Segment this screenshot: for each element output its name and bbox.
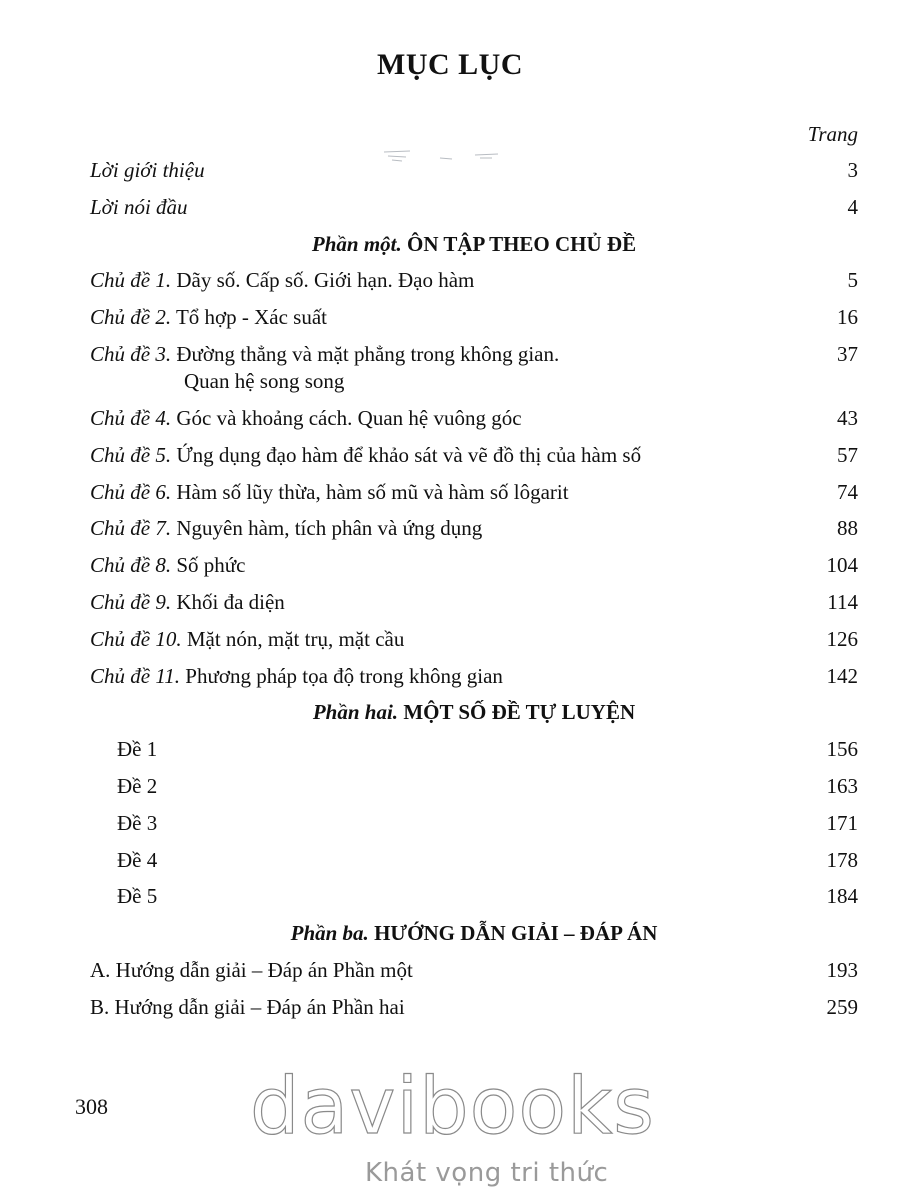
topic-label: Chủ đề 11. [90,663,181,688]
part-title: MỘT SỐ ĐỀ TỰ LUYỆN [403,700,636,725]
topic-label: Chủ đề 6. [90,479,172,504]
toc-page: 3 [847,158,858,182]
test-text: Đề 5 [117,884,158,909]
toc-row-test-2[interactable] [90,768,858,805]
toc-page: 88 [837,516,858,541]
topic-label: Chủ đề 4. [90,405,172,430]
toc-row-solutions-a[interactable] [90,952,858,989]
toc-row-topic-9[interactable] [90,584,858,621]
toc-page: 171 [826,810,858,835]
part2-heading [90,694,858,731]
solutions-text: A. Hướng dẫn giải – Đáp án Phần một [90,957,413,982]
topic-text: Nguyên hàm, tích phân và ứng dụng [176,516,483,541]
topic-text: Phương pháp tọa độ trong không gian [185,663,503,688]
toc-row-topic-1[interactable] [90,262,858,299]
test-text: Đề 4 [117,847,158,872]
topic-text: Tổ hợp - Xác suất [175,305,328,330]
toc-row-intro[interactable] [90,152,858,189]
toc-page: 43 [837,405,858,430]
toc-page: 114 [827,589,858,614]
page-title: MỤC LỤC [377,48,523,81]
watermark-logo [250,1062,655,1192]
page-number: 308 [75,1094,108,1119]
toc-page: 142 [826,663,858,688]
table-of-contents [90,152,858,1026]
part-prefix: Phần hai. [312,700,399,725]
toc-row-topic-5[interactable] [90,437,858,474]
toc-row-test-1[interactable] [90,731,858,768]
topic-text: Hàm số lũy thừa, hàm số mũ và hàm số lôgarit [176,479,569,504]
toc-row-test-4[interactable] [90,842,858,879]
topic-text: Đường thẳng và mặt phẳng trong không gian. [176,341,560,366]
part-title: HƯỚNG DẪN GIẢI – ĐÁP ÁN [374,921,658,946]
topic-text: Khối đa diện [176,589,285,614]
toc-row-topic-7[interactable] [90,510,858,547]
topic-label: Chủ đề 10. [90,626,182,651]
topic-text: Dãy số. Cấp số. Giới hạn. Đạo hàm [176,268,475,293]
toc-page: 37 [837,341,858,366]
toc-row-test-3[interactable] [90,805,858,842]
toc-row-topic-8[interactable] [90,547,858,584]
topic-label: Chủ đề 1. [90,268,172,293]
toc-page: 126 [826,626,858,651]
toc-page: 104 [826,553,858,578]
toc-page: 178 [826,847,858,872]
part-prefix: Phần ba. [290,921,369,946]
test-text: Đề 3 [117,810,158,835]
test-text: Đề 1 [117,737,158,762]
toc-row-topic-6[interactable] [90,474,858,511]
solutions-text: B. Hướng dẫn giải – Đáp án Phần hai [90,994,405,1019]
toc-page: 193 [826,957,858,982]
part-title: ÔN TẬP THEO CHỦ ĐỀ [407,231,637,256]
toc-page: 156 [826,737,858,762]
part3-heading [90,915,858,952]
topic-text: Số phức [176,553,246,578]
toc-page: 4 [847,194,858,219]
topic-label: Chủ đề 8. [90,553,172,578]
topic-label: Chủ đề 2. [90,305,172,330]
toc-label: Lời nói đầu [90,194,188,219]
toc-page: 259 [826,994,858,1019]
toc-row-topic-4[interactable] [90,400,858,437]
topic-label: Chủ đề 9. [90,589,172,614]
topic-text: Góc và khoảng cách. Quan hệ vuông góc [176,405,522,430]
toc-label: Lời giới thiệu [90,158,205,182]
toc-page: 16 [837,305,858,330]
test-text: Đề 2 [117,773,158,798]
topic-label: Chủ đề 3. [90,341,172,366]
toc-row-topic-3[interactable] [90,336,858,400]
topic-text: Mặt nón, mặt trụ, mặt cầu [186,626,405,651]
toc-row-topic-10[interactable] [90,621,858,658]
toc-row-test-5[interactable] [90,878,858,915]
toc-row-topic-11[interactable] [90,658,858,695]
toc-row-topic-2[interactable] [90,299,858,336]
topic-text: Ứng dụng đạo hàm để khảo sát và vẽ đồ thị của hàm số [176,442,642,467]
part-prefix: Phần một. [311,231,402,256]
watermark-slogan: Khát vọng tri thức [365,1158,609,1188]
toc-row-preface[interactable] [90,189,858,226]
toc-page: 74 [837,479,858,504]
page-column-header: Trang [807,122,858,146]
toc-page: 163 [826,773,858,798]
watermark-brand: davibooks [250,1062,655,1152]
toc-page: 184 [826,884,858,909]
topic-text-continued: Quan hệ song song [184,368,345,393]
toc-page: 57 [837,442,858,467]
toc-row-solutions-b[interactable] [90,989,858,1026]
toc-page: 5 [847,268,858,293]
topic-label: Chủ đề 5. [90,442,172,467]
part1-heading [90,226,858,263]
topic-label: Chủ đề 7. [90,516,172,541]
